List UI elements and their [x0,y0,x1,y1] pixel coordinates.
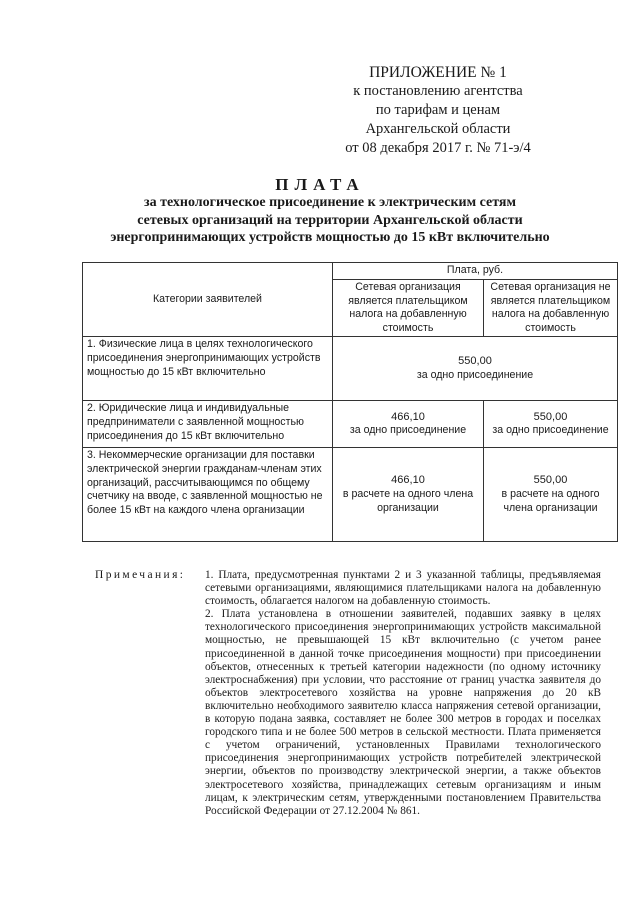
tariff-table [82,262,618,542]
fee-unit: за одно присоединение [416,368,534,381]
note-item: 2. Плата установлена в отношении заявителей, подавших заявку в целях технологического присоединения энергопринимающих устройств максимальной мощностью, не превышающей 15 кВт включительно (с учетом ранее присоединенной в данной точке присоединения мощности) при присоединении объектов, отнесенных к третьей категории надежности (по одному источнику электроснабжения) при условии, что расстояние от границ участка заявителя до объектов электросетевого хозяйства на уровне напряжения до 20 кВ включительно необходимого заявителю класса напряжения сетевой организации, в которую подана заявка, составляет не более 300 метров в городах и поселках городского типа и не более 500 метров в сельской местности. Плата применяется с учетом ограничений, установленных Правилами технологического присоединения энергопринимающих устройств потребителей электрической энергии, объектов по производству электрической энергии, а также объектов электросетевого хозяйства, принадлежащих сетевым организациям и иным лицам, к электрическим сетям, утвержденными постановлением Правительства Российской Федерации от 27.12.2004 № 861. [205,608,601,817]
fee-unit: за одно присоединение [492,424,609,437]
fee-value: 466,10 [391,410,425,423]
header-fee: Плата, руб. [333,263,618,280]
fee-value: 550,00 [458,355,492,368]
row-fee-vat [333,448,484,542]
appendix-line: по тарифам и ценам [375,102,501,118]
subtitle-line: сетевых организаций на территории Архангельской области [137,212,523,228]
row-category: 2. Юридические лица и индивидуальные предприниматели с заявленной мощностью присоединения до 15 кВт включительно [83,401,333,448]
row-fee-novat [484,401,618,448]
notes-label: Примечания: [95,569,186,581]
table-header-row [83,263,618,280]
fee-unit: в расчете на одного члена организации [501,488,600,514]
appendix-line: от 08 декабря 2017 г. № 71-э/4 [345,140,531,156]
fee-value: 550,00 [533,474,568,487]
header-col-novat: Сетевая организация не является плательщиком налога на добавленную стоимость [484,280,618,337]
table-row [83,337,618,401]
row-category: 1. Физические лица в целях технологического присоединения энергопринимающих устройств мощностью до 15 кВт включительно [83,337,333,401]
row-fee-novat [484,448,618,542]
note-item: 1. Плата, предусмотренная пунктами 2 и 3 указанной таблицы, предъявляемая сетевыми организациями, являющимися плательщиками налога на добавленную стоимость, облагается налогом на добавленную стоимость. [205,569,601,608]
row-category: 3. Некоммерческие организации для поставки электрической энергии гражданам-членам этих организаций, рассчитывающимся по общему счетчику на вводе, с заявленной мощностью не более 15 кВт на каждого члена организации [83,448,333,542]
fee-value: 550,00 [533,410,568,423]
appendix-line: ПРИЛОЖЕНИЕ № 1 [369,64,507,81]
fee-value: 466,10 [391,474,425,487]
document-title: ПЛАТА [275,175,365,194]
table-row [83,448,618,542]
header-categories: Категории заявителей [83,263,333,337]
fee-unit: в расчете на одного члена организации [342,488,474,514]
subtitle-line: за технологическое присоединение к электрическим сетям [143,195,517,210]
appendix-line: Архангельской области [365,121,511,137]
appendix-line: к постановлению агентства [353,83,523,99]
notes-block [205,569,601,818]
table-row [83,401,618,448]
row-fee-vat [333,401,484,448]
document-subtitle [60,194,600,247]
fee-unit: за одно присоединение [349,424,467,437]
row-fee-merged [333,337,618,401]
appendix-block [318,63,558,158]
subtitle-line: энергопринимающих устройств мощностью до 15 кВт включительно [110,230,550,245]
header-col-vat: Сетевая организация является плательщиком налога на добавленную стоимость [333,280,484,337]
